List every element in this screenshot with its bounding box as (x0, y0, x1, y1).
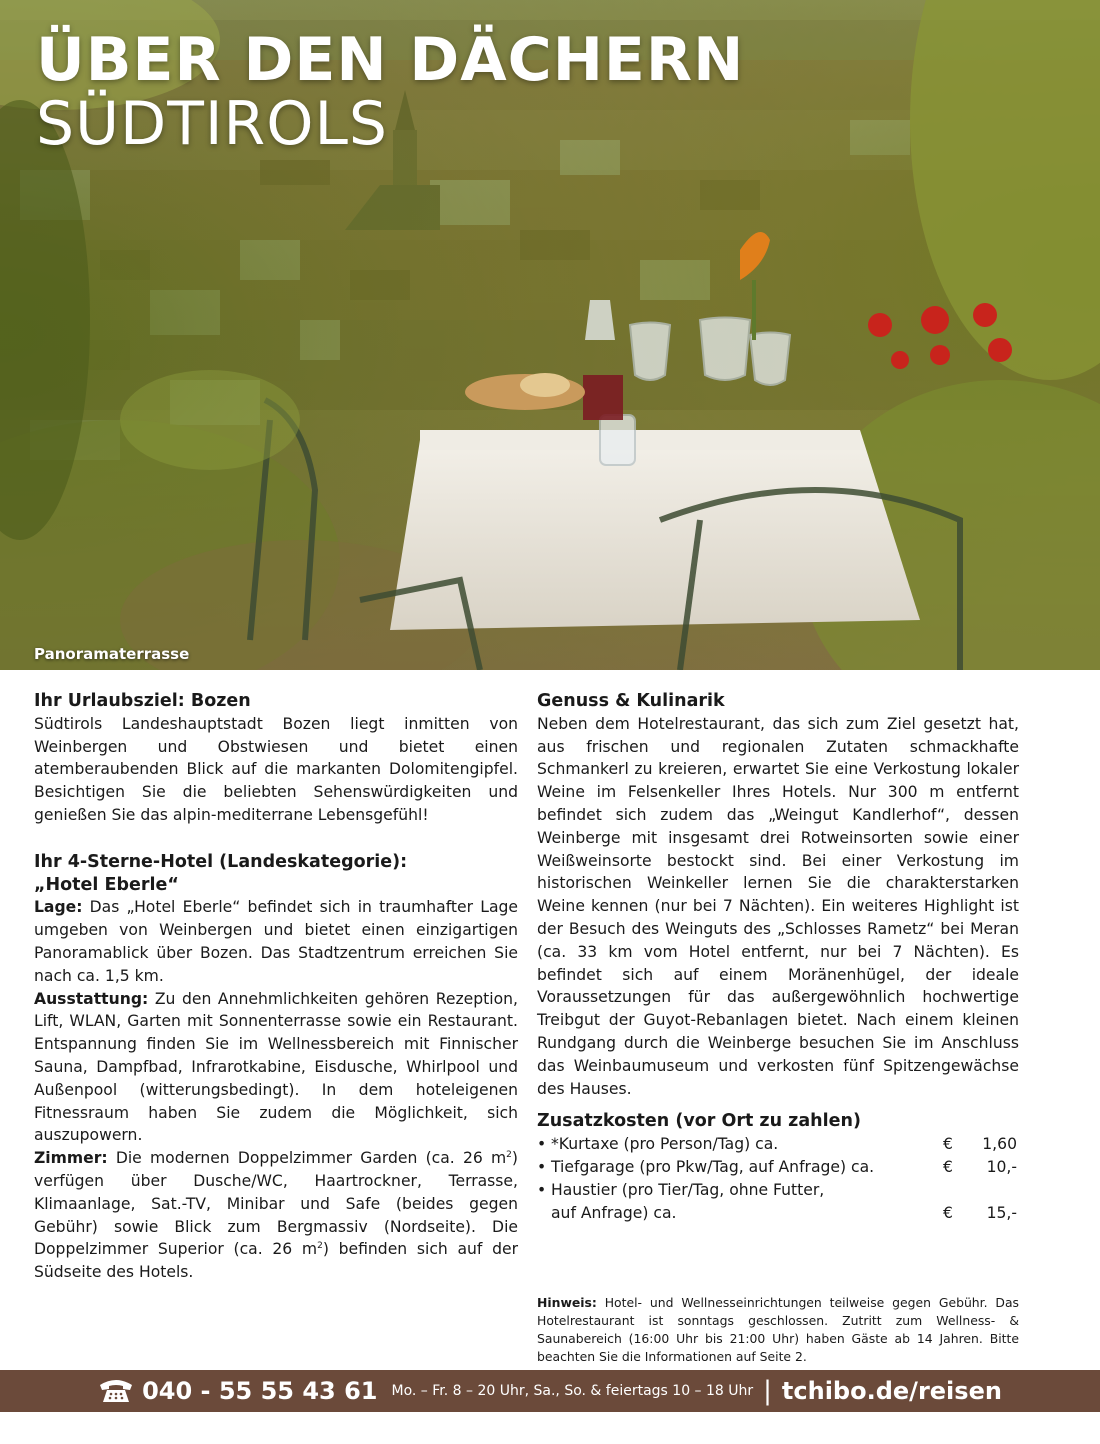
note-paragraph (537, 1294, 1019, 1366)
amenities-label: Ausstattung: (34, 989, 149, 1008)
cost-currency: € (943, 1157, 953, 1176)
website-link[interactable]: tchibo.de/reisen (781, 1377, 1002, 1405)
extra-costs-list (537, 1133, 1019, 1224)
cost-amount: 15,- (986, 1203, 1017, 1222)
hero-headline (36, 25, 745, 159)
cost-label: auf Anfrage) ca. (551, 1203, 677, 1222)
left-column (34, 690, 518, 1284)
cost-label: Haustier (pro Tier/Tag, ohne Futter, (551, 1180, 825, 1199)
cuisine-paragraph: Neben dem Hotelrestaurant, das sich zum Ziel gesetzt hat, aus frischen und regionalen Zutaten schmackhafte Schmankerl zu kreieren, erwartet Sie eine Verkostung lokaler Weine im Felsenkeller Ihres Hotels. Nur 300 m entfernt befindet sich zudem das „Weingut Kandlerhof“, dessen Weinberge mit insgesamt drei Rotweinsorten sowie einer Weißweinsorte bestockt sind. Bei einer Verkostung im historischen Weinkeller lernen Sie die charakterstarken Weine kennen (nur bei 7 Nächten). Ein weiteres Highlight ist der Besuch des Weinguts des „Schlosses Rametz“ bei Meran (ca. 33 km vom Hotel entfernt, nur bei 7 Nächten). Es befindet sich auf einem Moränenhügel, der ideale Voraussetzungen für das außergewöhnlich hochwertige Treibgut der Guyot-Rebanlagen bietet. Nach einem kleinen Rundgang durch die Weinberge besuchen Sie im Anschluss das Weinbaumuseum und verkosten fünf Spitzengewächse des Hauses. (537, 714, 1019, 1098)
photo-caption: Panoramaterrasse (34, 645, 190, 663)
section-heading-hotel (34, 851, 518, 897)
location-label: Lage: (34, 898, 83, 917)
bullet: • (537, 1135, 547, 1154)
footer-bar (0, 1370, 1100, 1412)
cost-currency: € (943, 1203, 953, 1222)
section-heading-destination: Ihr Urlaubsziel: Bozen (34, 691, 251, 711)
headline-line-1: ÜBER DEN DÄCHERN (36, 25, 745, 95)
cost-item (537, 1156, 1019, 1179)
rooms-text-1: Die modernen Doppelzimmer Garden (ca. 26 m (107, 1149, 507, 1168)
section-heading-cuisine: Genuss & Kulinarik (537, 691, 725, 711)
amenities-paragraph (34, 988, 518, 1148)
location-text: Das „Hotel Eberle“ befindet sich in traumhafter Lage umgeben von Weinbergen und bietet einen einzigartigen Panoramablick über Bozen. Das Stadtzentrum erreichen Sie nach ca. 1,5 km. (34, 898, 518, 985)
cost-amount (967, 1179, 1017, 1202)
amenities-text: Zu den Annehmlichkeiten gehören Rezeption, Lift, WLAN, Garten mit Sonnenterrasse sowie ein Restaurant. Entspannung finden Sie im Wellnessbereich mit Finnischer Sauna, Dampfbad, Infrarotkabine, Eisdusche, Whirlpool und Außenpool (witterungsbedingt). In dem hoteleigenen Fitnessraum haben Sie zudem die Möglichkeit, sich auszupowern. (34, 989, 518, 1145)
rooms-paragraph (34, 1147, 518, 1284)
superscript-1: 2 (506, 1149, 512, 1160)
hotel-heading-line-2: „Hotel Eberle“ (34, 874, 179, 895)
cost-amount: 10,- (986, 1157, 1017, 1176)
bullet: • (537, 1180, 547, 1199)
right-column (537, 690, 1019, 1224)
separator: | (763, 1376, 772, 1406)
cost-label: *Kurtaxe (pro Person/Tag) ca. (551, 1135, 779, 1154)
headline-line-2: SÜDTIROLS (36, 89, 388, 159)
section-heading-extra-costs: Zusatzkosten (vor Ort zu zahlen) (537, 1111, 861, 1132)
note-label: Hinweis: (537, 1295, 597, 1310)
rooms-text-2: ) verfügen über Dusche/WC, Haartrockner, Terrasse, Klimaanlage, Sat.-TV, Minibar und Safe (beides gegen Gebühr) sowie Blick zum Bergmassiv (Nordseite). Die Doppelzimmer Superior (ca. 26 m (34, 1149, 518, 1259)
cost-amount: 1,60 (982, 1135, 1017, 1154)
telephone-icon (98, 1378, 134, 1404)
cost-label: Tiefgarage (pro Pkw/Tag, auf Anfrage) ca. (551, 1157, 875, 1176)
note-text: Hotel- und Wellnesseinrichtungen teilweise gegen Gebühr. Das Hotelrestaurant ist sonntags geschlossen. Zutritt zum Wellness- & Saunabereich (16:00 Uhr bis 21:00 Uhr) haben Gäste ab 14 Jahren. Bitte beachten Sie die Informationen auf Seite 2. (537, 1295, 1019, 1364)
cost-item (537, 1202, 1019, 1225)
hotel-heading-line-1: Ihr 4-Sterne-Hotel (Landeskategorie): (34, 851, 408, 872)
cost-item (537, 1133, 1019, 1156)
phone-number[interactable]: 040 - 55 55 43 61 (142, 1377, 378, 1405)
opening-hours: Mo. – Fr. 8 – 20 Uhr, Sa., So. & feiertags 10 – 18 Uhr (391, 1383, 754, 1399)
rooms-text-3: ) befinden sich auf der Südseite des Hotels. (34, 1240, 518, 1282)
location-paragraph (34, 896, 518, 987)
cost-currency: € (943, 1135, 953, 1154)
superscript-2: 2 (317, 1241, 323, 1252)
destination-paragraph: Südtirols Landeshauptstadt Bozen liegt inmitten von Weinbergen und Obstwiesen und bietet einen atemberaubenden Blick auf die markanten Dolomitengipfel. Besichtigen Sie die beliebten Sehenswürdigkeiten und genießen Sie das alpin-mediterrane Lebensgefühl! (34, 714, 518, 824)
rooms-label: Zimmer: (34, 1149, 108, 1168)
bullet: • (537, 1157, 547, 1176)
cost-item (537, 1179, 1019, 1202)
cost-currency (943, 1179, 967, 1202)
hero-photo (0, 0, 1100, 670)
bullet (537, 1202, 551, 1225)
